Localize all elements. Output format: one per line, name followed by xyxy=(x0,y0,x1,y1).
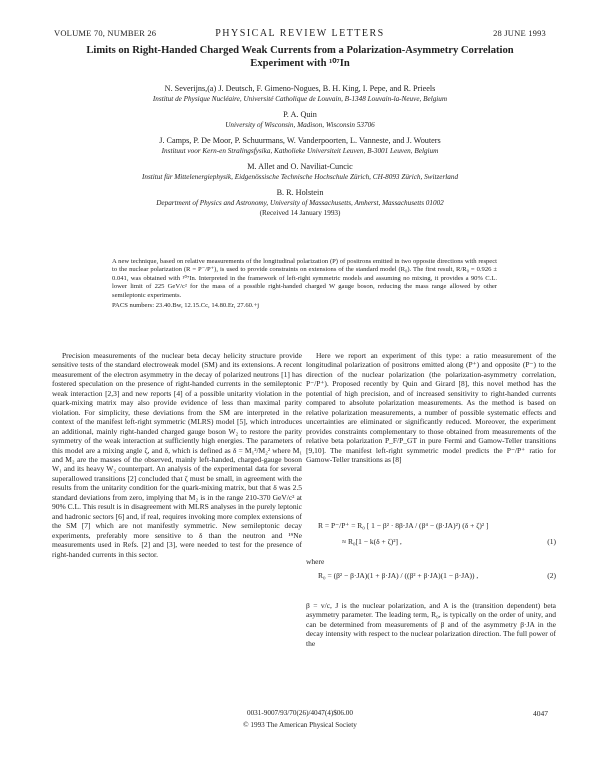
received-date: (Received 14 January 1993) xyxy=(259,209,341,217)
page-number: 4047 xyxy=(533,709,548,718)
equation-block xyxy=(306,521,556,601)
pacs-numbers: PACS numbers: 23.40.Bw, 12.15.Cc, 14.80.Er, 27.60.+j xyxy=(112,302,260,309)
author-block-5 xyxy=(50,188,550,218)
journal-header: PHYSICAL REVIEW LETTERS xyxy=(215,28,385,39)
author-block-2 xyxy=(50,110,550,130)
body-paragraph: Precision measurements of the nuclear beta decay helicity structure provide sensitive tests of the standard electroweak model (SM) and its extensions. A recent measurement of the electron asymmetry in the decay of polarized neutrons [1] has fostered speculation on the presence of right-handed currents in the semileptonic weak interaction [2,3] and new reports [4] of a possible unitarity violation in the quark-mixing matrix may also provide evidence of less than maximal parity violation. For simplicity, these deviations from the SM are interpreted in the context of the manifest left-right symmetric (MLRS) model [5], which introduces an additional, mainly right-handed charged gauge boson W₂ to restore the parity symmetry of the weak interaction at sufficiently high energies. The parameters of this model are a mixing angle ζ, and δ, which is defined as δ = M₁²/M₂² where M₁ and M₂ are the masses of the observed, mainly left-handed, charged-gauge boson W₁ and its heavy W₂ counterpart. An analysis of the experimental data for several superallowed transitions [2] concluded that ζ must be small, in agreement with the results from the unitarity condition for the quark-mixing matrix, but that δ was 2.5 standard deviations from zero, implying that M₂ is in the range 210-370 GeV/c² at 90% C.L. This result is in disagreement with MLRS analyses in the purely leptonic and hadronic sectors [6] and, if real, requires invoking more complex extensions of the SM [7] which are not manifestly symmetric. New semileptonic decay experiments, preferably more sensitive to δ than the neutron and ¹⁹Ne measurements used in Refs. [2] and [3], were needed to test for the presence of right-handed currents in this sector. xyxy=(52,351,302,559)
authors: P. A. Quin xyxy=(283,110,317,119)
paper-title: Limits on Right-Handed Charged Weak Currents from a Polarization-Asymmetry Correlation Experiment with ¹⁰⁷In xyxy=(86,45,514,69)
author-block-1 xyxy=(50,84,550,104)
institution: Institut für Mittelenergiephysik, Eidgenössische Technische Hochschule Zürich, CH-8093 Zürich, Switzerland xyxy=(141,173,459,181)
authors: N. Severijns,(a) J. Deutsch, F. Gimeno-Nogues, B. H. King, I. Pepe, and R. Prieels xyxy=(164,84,436,93)
authors: M. Allet and O. Naviliat-Cuncic xyxy=(247,162,353,171)
author-block-4 xyxy=(50,162,550,182)
equation-1-number: (1) xyxy=(547,537,556,546)
left-column-text xyxy=(52,351,302,559)
body-paragraph: Here we report an experiment of this type: a ratio measurement of the longitudinal polarization of positrons emitted along (P⁺) and opposite (P⁻) to the direction of the nuclear polarization (the polarization-asymmetry correlation, P⁻/P⁺). Proposed recently by Quin and Girard [8], this novel method has the potential of high precision, and of increased sensitivity to right-handed currents compared to absolute polarization measurements. As the method is based on relative polarization measurements, a number of possible systematic effects and uncertainties are eliminated or significantly reduced. Moreover, the experiment provides constraints complementary to those obtained from measurements of the relative beta polarization P_F/P_GT in pure Fermi and Gamow-Teller transitions [9,10]. The manifest left-right symmetric model predicts the P⁻/P⁺ ratio for Gamow-Teller transitions as [8] xyxy=(306,351,556,464)
where-label: where xyxy=(306,557,325,566)
authors: J. Camps, P. De Moor, P. Schuurmans, W. Vanderpoorten, L. Vanneste, and J. Wouters xyxy=(159,136,441,145)
author-block-3 xyxy=(50,136,550,156)
institution: University of Wisconsin, Madison, Wisconsin 53706 xyxy=(225,121,375,129)
equation-2-number: (2) xyxy=(547,571,556,580)
copyright: © 1993 The American Physical Society xyxy=(243,721,357,729)
institution: Institut de Physique Nucléaire, Université Catholique de Louvain, B-1348 Louvain-la-Neuve, Belgium xyxy=(152,95,448,103)
volume-header: VOLUME 70, NUMBER 26 xyxy=(54,28,157,38)
authors: B. R. Holstein xyxy=(276,188,324,197)
abstract: A new technique, based on relative measurements of the longitudinal polarization (P) of positrons emitted in two opposite directions with respect to the nuclear polarization (R = P⁻/P⁺), is used to provide constraints on extensions of the standard model (R₀). The first result, R/R₀ = 0.926 ± 0.041, was obtained with ¹⁰⁷In. Interpreted in the framework of left-right symmetric models and assuming no mixing, it provides a 90% C.L. lower limit of 225 GeV/c² for the mass of a possible right-handed charged W gauge boson, reducing the mass range allowed by other semileptonic experiments. xyxy=(112,258,497,299)
equation-1-line-1: R = P⁻/P⁺ = R₀ [ 1 − β² · 8β·JA / (β⁴ − (β·JA)²) (δ + ζ)² ] xyxy=(318,521,489,530)
footer-code: 0031-9007/93/70(26)/4047(4)$06.00 xyxy=(246,709,353,717)
equation-2: R₀ = (β² − β·JA)(1 + β·JA) / ((β² + β·JA)(1 − β·JA)) , xyxy=(318,571,479,580)
equation-1-line-2: ≈ R₀[1 − k(δ + ζ)²] , xyxy=(342,537,402,546)
institution: Instituut voor Kern-en Stralingsfysika, Katholieke Universiteit Leuven, B-3001 Leuven, Belgium xyxy=(161,147,439,155)
institution: Department of Physics and Astronomy, University of Massachusetts, Amherst, Massachusetts 01002 xyxy=(156,199,444,207)
date-header: 28 JUNE 1993 xyxy=(493,28,546,38)
body-paragraph: β = v/c, J is the nuclear polarization, and A is the (transition dependent) beta asymmetry parameter. The leading term, R₀, is typically on the order of unity, and can be determined from measurements of β and of the asymmetry β·JA in the decay intensity with respect to the nuclear polarization direction. The full power of the xyxy=(306,601,556,648)
right-column xyxy=(306,351,556,648)
